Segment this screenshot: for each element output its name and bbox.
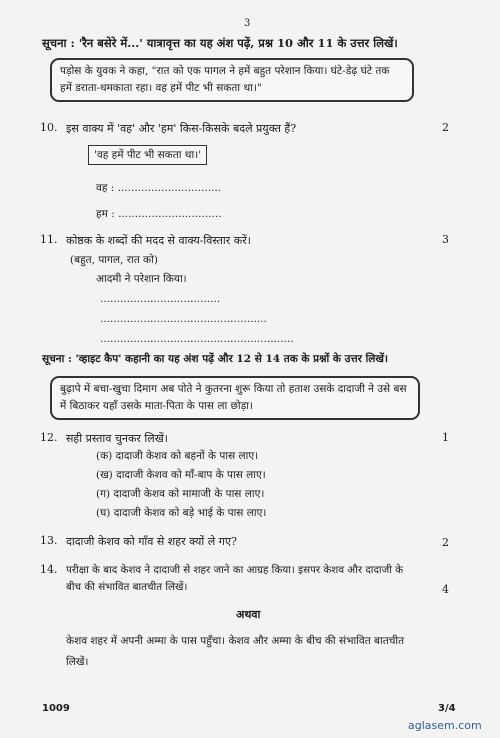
passage-box-2 [50, 376, 420, 420]
passage-box-1 [50, 58, 414, 102]
q10-answer-line-2: हम : ............................... [96, 208, 222, 220]
q13-text: दादाजी केशव को गाँव से शहर क्यों ले गए? [66, 535, 237, 548]
q14-marks: 4 [442, 583, 449, 596]
passage-1-text: पड़ोस के युवक ने कहा, "रात को एक पागल ने हमें बहुत परेशान किया। घंटे-डेढ़ घंटे तक हमें डराता-धमकाता रहा। वह हमें पीट भी सकता था।" [60, 65, 390, 94]
q13-number: 13. [40, 534, 58, 547]
q14-number: 14. [40, 563, 58, 576]
or-heading: अथवा [236, 608, 261, 621]
q10-marks: 2 [442, 121, 449, 134]
notice-2-label: सूचना : [42, 353, 72, 365]
q12-marks: 1 [442, 431, 449, 444]
watermark: aglasem.com [408, 719, 482, 732]
q12-option-1: (क) दादाजी केशव को बहनों के पास लाए। [96, 450, 259, 462]
q13-marks: 2 [442, 536, 449, 549]
q14-alt-line-1: केशव शहर में अपनी अम्मा के पास पहुँचा। केशव और अम्मा के बीच की संभावित बातचीत [66, 635, 405, 647]
q12-number: 12. [40, 431, 58, 444]
page-count: 3/4 [438, 703, 456, 714]
q11-answer-line-3: .......................................................... [100, 333, 294, 345]
notice-1 [42, 36, 398, 51]
notice-2-text: 'व्हाइट कैप' कहानी का यह अंश पढ़ें और 12 से 14 तक के प्रश्नों के उत्तर लिखें। [71, 353, 388, 365]
passage-2-text: बुढ़ापे में बचा-खुचा दिमाग अब पोते ने कुतरना शुरू किया तो हताश उसके दादाजी ने उसे बस में बिठाकर यहाँ उसके माता-पिता के पास ला छोड़ा। [60, 383, 407, 412]
q14-alt-line-2: लिखें। [66, 656, 89, 668]
q14-text-line-1: परीक्षा के बाद केशव ने दादाजी से शहर जाने का आग्रह किया। इसपर केशव और दादाजी के [66, 564, 404, 576]
q10-quote: 'वह हमें पीट भी सकता था।' [94, 149, 202, 161]
q11-answer-line-1: .................................... [100, 293, 221, 305]
paper-code: 1009 [42, 703, 70, 714]
q10-number: 10. [40, 121, 58, 134]
q12-option-2: (ख) दादाजी केशव को माँ-बाप के पास लाए। [96, 469, 266, 481]
notice-1-text: 'रैन बसेरे में...' यात्रावृत्त का यह अंश पढ़ें, प्रश्न 10 और 11 के उत्तर लिखें। [74, 36, 398, 50]
q12-option-4: (घ) दादाजी केशव को बड़े भाई के पास लाए। [96, 507, 267, 519]
q12-option-3: (ग) दादाजी केशव को मामाजी के पास लाए। [96, 488, 265, 500]
q12-text: सही प्रस्ताव चुनकर लिखें। [66, 432, 168, 445]
notice-1-label: सूचना : [42, 36, 75, 50]
q11-answer-line-2: .................................................. [100, 313, 267, 325]
q11-text: कोष्ठक के शब्दों की मदद से वाक्य-विस्तार करें। [66, 234, 251, 247]
q10-quote-box [88, 145, 207, 165]
q11-sentence: आदमी ने परेशान किया। [96, 273, 187, 285]
q11-hint: (बहुत, पागल, रात को) [70, 254, 158, 266]
q10-answer-line-1: वह : ............................... [96, 182, 222, 194]
q14-text-line-2: बीच की संभावित बातचीत लिखें। [66, 581, 188, 593]
q11-number: 11. [40, 233, 58, 246]
page-number: 3 [244, 18, 251, 29]
q11-marks: 3 [442, 233, 449, 246]
q10-text: इस वाक्य में 'वह' और 'हम' किस-किसके बदले प्रयुक्त हैं? [66, 122, 297, 135]
notice-2 [42, 352, 388, 366]
